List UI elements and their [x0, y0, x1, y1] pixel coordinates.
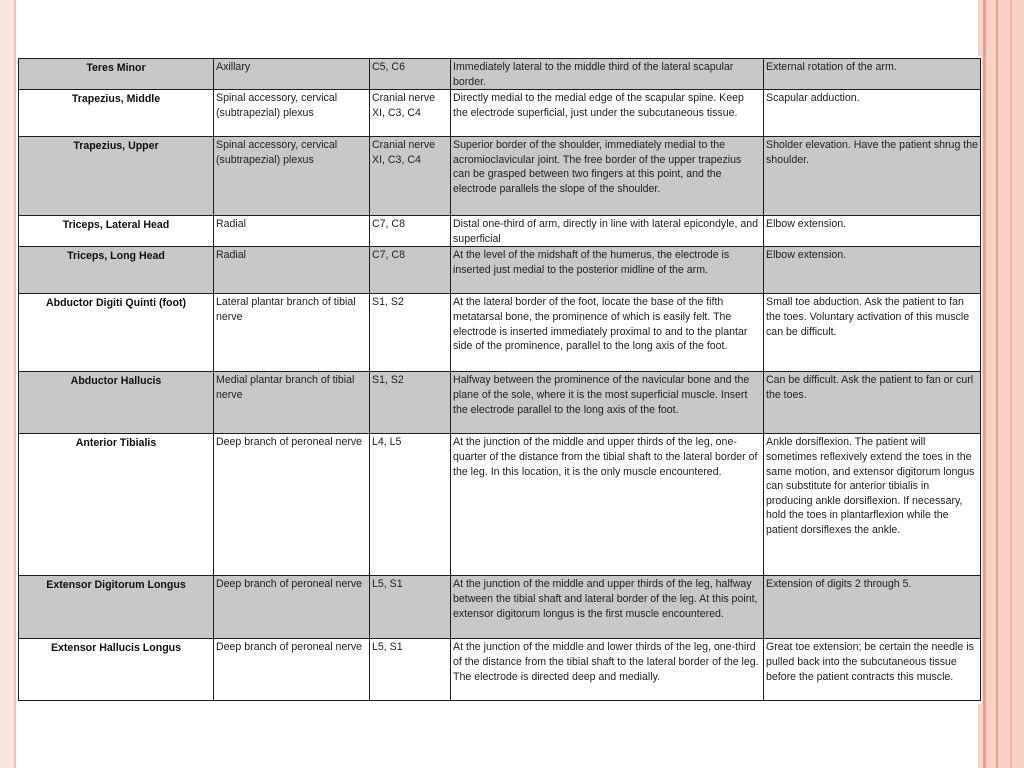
root-cell: S1, S2 [370, 372, 451, 434]
table-row [19, 434, 981, 576]
nerve-cell: Deep branch of peroneal nerve [214, 576, 370, 639]
location-cell: Immediately lateral to the middle third of the lateral scapular border. [451, 59, 764, 90]
nerve-cell: Radial [214, 216, 370, 247]
location-cell: Distal one-third of arm, directly in line with lateral epicondyle, and superficial [451, 216, 764, 247]
location-cell: At the lateral border of the foot, locate the base of the fifth metatarsal bone, the prominence of which is easily felt. The electrode is inserted immediately proximal to and to the plantar side of the prominence, parallel to the long axis of the foot. [451, 294, 764, 372]
location-cell: At the junction of the middle and lower thirds of the leg, one-third of the distance from the tibial shaft to the lateral border of the leg. The electrode is directed deep and medially. [451, 639, 764, 701]
location-cell: Superior border of the shoulder, immediately medial to the acromioclavicular joint. The free border of the upper trapezius can be grasped between two fingers at this point, and the electrode parallels the slope of the shoulder. [451, 137, 764, 216]
muscle-name: Trapezius, Middle [19, 90, 214, 137]
left-decor-band [0, 0, 14, 768]
activation-cell: Great toe extension; be certain the needle is pulled back into the subcutaneous tissue before the patient contracts this muscle. [764, 639, 981, 701]
nerve-cell: Axillary [214, 59, 370, 90]
table-row [19, 59, 981, 90]
muscle-reference-table [18, 58, 981, 701]
right-decor-band [978, 0, 1024, 768]
right-decor-stripe [983, 0, 986, 768]
muscle-name: Trapezius, Upper [19, 137, 214, 216]
root-cell: C7, C8 [370, 247, 451, 294]
muscle-name: Extensor Hallucis Longus [19, 639, 214, 701]
activation-cell: Small toe abduction. Ask the patient to fan the toes. Voluntary activation of this muscle can be difficult. [764, 294, 981, 372]
nerve-cell: Radial [214, 247, 370, 294]
activation-cell: Elbow extension. [764, 216, 981, 247]
location-cell: At the level of the midshaft of the humerus, the electrode is inserted just medial to the posterior midline of the arm. [451, 247, 764, 294]
root-cell: C5, C6 [370, 59, 451, 90]
muscle-name: Abductor Digiti Quinti (foot) [19, 294, 214, 372]
right-decor-stripe [1010, 0, 1012, 768]
activation-cell: Sholder elevation. Have the patient shrug the shoulder. [764, 137, 981, 216]
nerve-cell: Spinal accessory, cervical (subtrapezial) plexus [214, 137, 370, 216]
table-row [19, 639, 981, 701]
nerve-cell: Deep branch of peroneal nerve [214, 639, 370, 701]
location-cell: Halfway between the prominence of the navicular bone and the plane of the sole, where it is the most superficial muscle. Insert the electrode parallel to the long axis of the foot. [451, 372, 764, 434]
muscle-name: Teres Minor [19, 59, 214, 90]
table-row [19, 137, 981, 216]
nerve-cell: Spinal accessory, cervical (subtrapezial) plexus [214, 90, 370, 137]
activation-cell: Elbow extension. [764, 247, 981, 294]
table-row [19, 294, 981, 372]
nerve-cell: Lateral plantar branch of tibial nerve [214, 294, 370, 372]
right-decor-stripe [996, 0, 998, 768]
location-cell: Directly medial to the medial edge of the scapular spine. Keep the electrode superficial, just under the subcutaneous tissue. [451, 90, 764, 137]
table-row [19, 247, 981, 294]
root-cell: C7, C8 [370, 216, 451, 247]
activation-cell: Scapular adduction. [764, 90, 981, 137]
table-row [19, 90, 981, 137]
root-cell: L5, S1 [370, 639, 451, 701]
root-cell: S1, S2 [370, 294, 451, 372]
activation-cell: Ankle dorsiflexion. The patient will sometimes reflexively extend the toes in the same motion, and extensor digitorum longus can substitute for anterior tibialis in producing ankle dorsiflexion. If necessary, hold the toes in plantarflexion while the patient dorsiflexes the ankle. [764, 434, 981, 576]
activation-cell: External rotation of the arm. [764, 59, 981, 90]
root-cell: Cranial nerve XI, C3, C4 [370, 137, 451, 216]
muscle-name: Triceps, Lateral Head [19, 216, 214, 247]
table-row [19, 216, 981, 247]
root-cell: L5, S1 [370, 576, 451, 639]
muscle-name: Triceps, Long Head [19, 247, 214, 294]
nerve-cell: Deep branch of peroneal nerve [214, 434, 370, 576]
root-cell: Cranial nerve XI, C3, C4 [370, 90, 451, 137]
table-row [19, 372, 981, 434]
muscle-name: Abductor Hallucis [19, 372, 214, 434]
location-cell: At the junction of the middle and upper thirds of the leg, one-quarter of the distance from the tibial shaft to the lateral border of the leg. In this location, it is the only muscle encountered. [451, 434, 764, 576]
activation-cell: Can be difficult. Ask the patient to fan or curl the toes. [764, 372, 981, 434]
root-cell: L4, L5 [370, 434, 451, 576]
location-cell: At the junction of the middle and upper thirds of the leg, halfway between the tibial shaft and lateral border of the leg. At this point, extensor digitorum longus is the first muscle encountered. [451, 576, 764, 639]
nerve-cell: Medial plantar branch of tibial nerve [214, 372, 370, 434]
table-row [19, 576, 981, 639]
activation-cell: Extension of digits 2 through 5. [764, 576, 981, 639]
muscle-name: Anterior Tibialis [19, 434, 214, 576]
muscle-name: Extensor Digitorum Longus [19, 576, 214, 639]
